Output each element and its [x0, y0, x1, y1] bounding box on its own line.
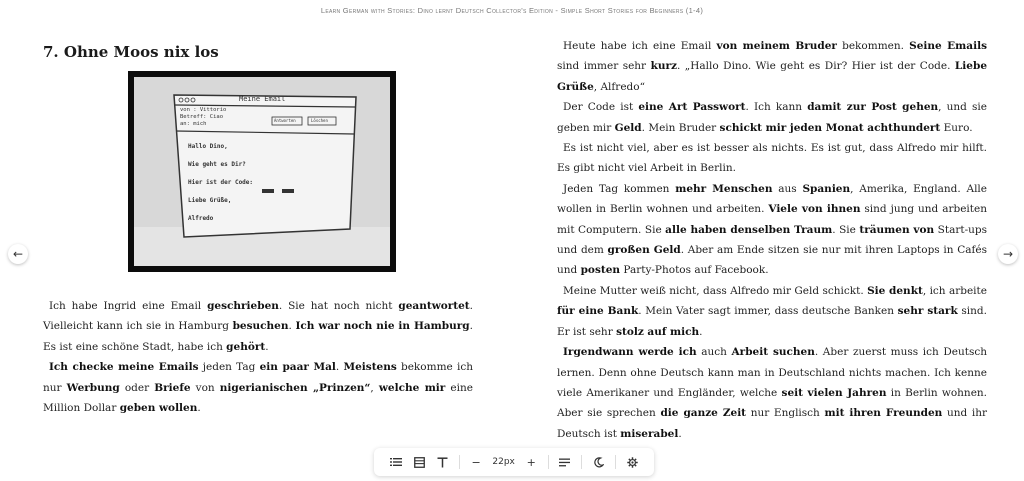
text-run: Start-ups und dem [557, 223, 988, 257]
book-title: Learn German with Stories: Dino lernt Deutsch Collector's Edition - Simple Short Stories for Beginners (1-4) [320, 6, 704, 15]
text-run: Ich habe Ingrid eine Email [49, 300, 208, 312]
list-icon [390, 457, 402, 467]
email-to: an: mich [180, 121, 207, 127]
vocab-highlight: träumen von [859, 223, 935, 236]
text-run: . [335, 361, 344, 374]
text-run: , [370, 381, 379, 394]
vocab-highlight: schickt mir jeden Monat achthundert [719, 121, 941, 134]
table-of-contents-button[interactable] [389, 454, 403, 470]
text-run: . [699, 325, 703, 338]
vocab-highlight: nigerianischen „Prinzen“ [219, 381, 371, 394]
arrow-right-icon: → [1002, 247, 1014, 261]
settings-button[interactable] [625, 454, 639, 470]
toolbar-divider [581, 455, 582, 469]
vocab-highlight: Viele von ihnen [768, 203, 861, 216]
text-run: . Vielleicht kann ich sie in Hamburg [43, 300, 473, 333]
vocab-highlight: posten [580, 264, 621, 277]
text-icon [437, 457, 448, 468]
text-run: . Sie hat noch nicht [278, 300, 399, 312]
paragraph [43, 357, 473, 418]
chapter-illustration [128, 71, 396, 272]
paragraph [557, 342, 987, 444]
toolbar-divider [459, 455, 460, 469]
previous-page-button[interactable] [8, 244, 28, 264]
text-run: , und sie geben mir [557, 101, 987, 134]
moon-icon [593, 457, 604, 468]
paragraph [557, 36, 987, 97]
text-run: und ihr Deutsch ist [557, 407, 987, 440]
text-run: . Mein Vater sagt immer, dass deutsche Banken [638, 305, 898, 318]
text-run: . [197, 402, 201, 415]
email-body-line: Hier ist der Code: [188, 179, 254, 186]
text-align-button[interactable] [558, 454, 572, 470]
text-run: bekomme ich nur [43, 361, 473, 394]
chapter-title: 7. Ohne Moos nix los [43, 43, 219, 61]
font-size-value: 22px [492, 457, 515, 467]
text-run: Heute habe ich eine Email [563, 40, 717, 52]
vocab-highlight: großen Geld [607, 244, 681, 257]
vocab-highlight: von meinem Bruder [716, 40, 837, 52]
text-run: eine Million Dollar [43, 381, 473, 415]
text-run: Party-Photos auf Facebook. [620, 264, 769, 277]
align-icon [559, 458, 570, 467]
text-run: Meine Mutter weiß nicht, dass Alfredo mir Geld schickt. [563, 284, 868, 297]
text-run: von [190, 381, 220, 394]
vocab-highlight: mit ihren Freunden [824, 407, 943, 420]
paragraph [557, 179, 987, 281]
text-run: . [265, 340, 269, 353]
book-icon [414, 457, 425, 468]
vocab-highlight: besuchen [232, 320, 289, 333]
vocab-highlight: sehr stark [897, 305, 958, 318]
email-body-line: Hallo Dino, [188, 143, 228, 150]
vocab-highlight: Arbeit suchen [731, 346, 815, 359]
right-text-block [557, 36, 987, 444]
email-from: von : Vittorio [180, 107, 227, 113]
text-run: . Aber zuerst muss ich Deutsch lernen. Denn ohne Deutsch kann man in Deutschland nichts machen. Ich kenne viele Amerikaner und Engländer, welche [557, 346, 987, 399]
vocab-highlight: welche mir [378, 381, 446, 394]
vocab-highlight: geben wollen [119, 402, 198, 415]
theme-toggle-button[interactable] [592, 454, 606, 470]
text-run: . Mein Bruder [641, 121, 720, 134]
text-run: . [678, 427, 682, 440]
text-run: , Alfredo“ [593, 80, 645, 93]
vocab-highlight: kurz [650, 60, 677, 73]
text-run: . Sie [832, 223, 860, 236]
text-run: bekommen. [836, 40, 910, 52]
email-subject: Betreff: Ciao [180, 114, 224, 120]
email-delete-label: Löschen [311, 118, 328, 123]
vocab-highlight: Meistens [343, 361, 397, 374]
email-body-line: Liebe Grüße, [188, 197, 232, 204]
vocab-highlight: Seine Emails [909, 40, 987, 52]
paragraph [43, 296, 473, 357]
paragraph [557, 97, 987, 138]
increase-font-button[interactable]: + [526, 455, 536, 469]
text-run: nur Englisch [746, 407, 825, 420]
text-run: aus [772, 182, 803, 195]
vocab-highlight: seit vielen Jahren [781, 386, 887, 399]
vocab-highlight: eine Art Passwort [638, 101, 746, 114]
font-button[interactable] [435, 454, 449, 470]
vocab-highlight: Ich war noch nie in Hamburg [295, 320, 470, 333]
next-page-button[interactable] [998, 244, 1018, 264]
left-text-block [43, 296, 473, 418]
vocab-highlight: Spanien [802, 182, 851, 195]
vocab-highlight: geantwortet [398, 300, 470, 312]
email-body-line: Alfredo [188, 215, 214, 222]
paragraph [557, 281, 987, 342]
vocab-highlight: die ganze Zeit [660, 407, 747, 420]
text-run: oder [119, 381, 155, 394]
text-run: in Berlin wohnen. Aber sie sprechen [557, 386, 988, 420]
vocab-highlight: mehr Menschen [675, 182, 773, 195]
vocab-highlight: stolz auf mich [616, 325, 700, 338]
text-run: Der Code ist [563, 101, 639, 114]
vocab-highlight: geschrieben [207, 300, 279, 312]
text-run: sind jung und arbeiten mit Computern. Sie [557, 203, 987, 236]
vocab-highlight: Briefe [154, 381, 191, 394]
text-run: Es ist nicht viel, aber es ist besser als nichts. Es ist gut, dass Alfredo mir hilft. Es gibt nicht viel Arbeit in Berlin. [557, 142, 987, 175]
email-sketch [134, 77, 390, 266]
text-run: . Aber am Ende sitzen sie nur mit ihren Laptops in Cafés und [557, 244, 987, 277]
reader-toolbar [374, 448, 654, 476]
text-run: . Ich kann [745, 101, 808, 114]
vocab-highlight: Irgendwann werde ich [563, 346, 697, 359]
text-run: Jeden Tag kommen [563, 182, 676, 195]
vocab-highlight: alle haben denselben Traum [665, 223, 833, 236]
text-run: jeden Tag [198, 361, 260, 374]
email-window-title: Meine Email [239, 95, 286, 103]
vocab-highlight: gehört [226, 340, 266, 353]
text-run: sind immer sehr [557, 60, 651, 73]
vocab-highlight: Werbung [66, 381, 120, 394]
left-column [43, 36, 473, 418]
gear-icon [627, 457, 638, 468]
text-run: . Es ist eine schöne Stadt, habe ich [43, 320, 473, 353]
vocab-highlight: Liebe Grüße [557, 60, 987, 93]
vocab-highlight: Ich checke meine Emails [49, 361, 199, 374]
text-run: auch [696, 346, 732, 359]
vocab-highlight: Geld [614, 121, 642, 134]
vocab-highlight: Sie denkt [867, 284, 923, 297]
text-run: , Amerika, England. Alle wollen in Berlin wohnen und arbeiten. [557, 182, 987, 216]
toolbar-divider [548, 455, 549, 469]
text-run: , ich arbeite [922, 284, 987, 297]
email-body-line: Wie geht es Dir? [188, 161, 246, 168]
text-run: sind. Er ist sehr [557, 305, 987, 338]
vocab-highlight: ein paar Mal [259, 361, 336, 374]
vocab-highlight: damit zur Post gehen [807, 101, 939, 114]
paragraph [557, 138, 987, 179]
email-reply-label: Antworten [274, 118, 296, 123]
text-run: Euro. [940, 121, 973, 134]
bookmarks-button[interactable] [412, 454, 426, 470]
vocab-highlight: für eine Bank [557, 305, 639, 318]
arrow-left-icon: ← [12, 247, 24, 261]
vocab-highlight: miserabel [620, 427, 679, 440]
text-run: . [288, 320, 296, 333]
text-run: . „Hallo Dino. Wie geht es Dir? Hier ist der Code. [676, 60, 955, 73]
toolbar-divider [615, 455, 616, 469]
decrease-font-button[interactable]: − [471, 455, 481, 469]
